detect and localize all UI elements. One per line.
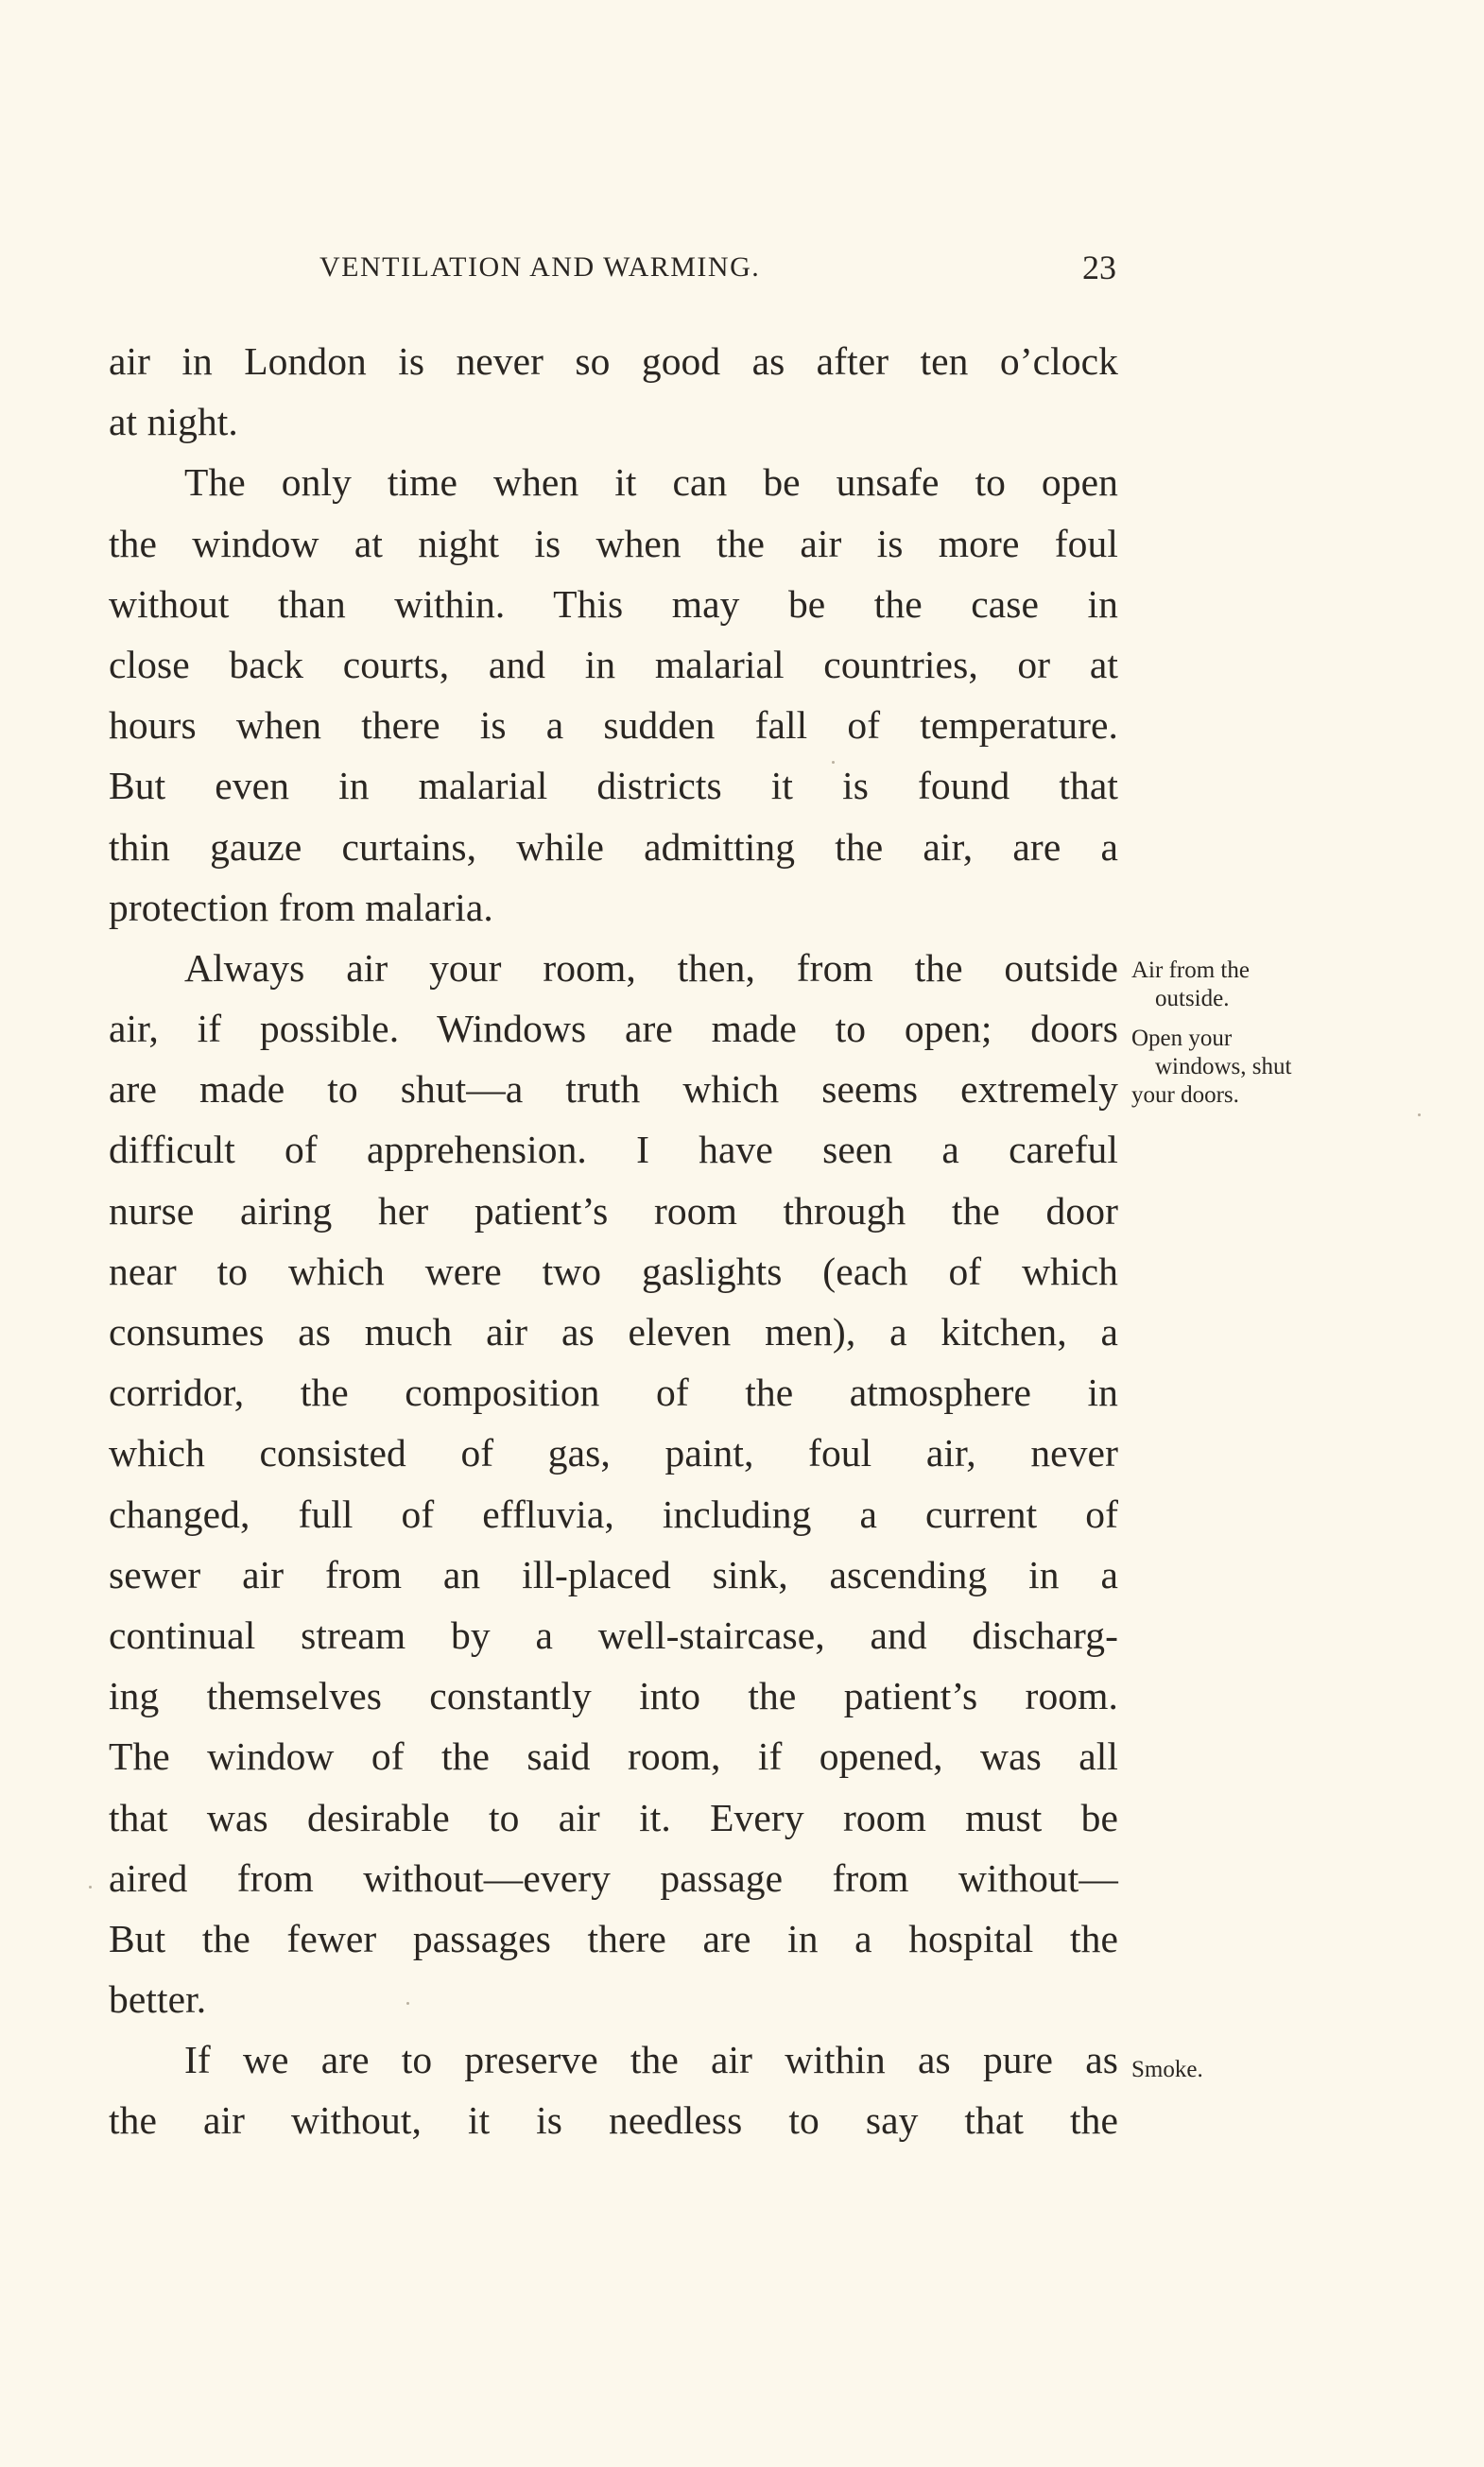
text-line: corridor, the composition of the atmosphere in: [109, 1371, 1118, 1415]
running-head: [319, 244, 1118, 291]
text-line: The only time when it can be unsafe to open: [184, 460, 1118, 505]
text-line: thin gauze curtains, while admitting the air, are a: [109, 824, 1118, 869]
text-line: air in London is never so good as after ten o’clock: [109, 339, 1118, 383]
text-line: better.: [109, 1977, 207, 2022]
text-line: protection from malaria.: [109, 885, 493, 929]
text-line: But the fewer passages there are in a hospital the: [109, 1916, 1118, 1960]
text-line: continual stream by a well-staircase, and discharg-: [109, 1613, 1118, 1657]
text-line: changed, full of effluvia, including a current of: [109, 1492, 1118, 1536]
margin-note-line: outside.: [1155, 986, 1230, 1011]
text-line: which consisted of gas, paint, foul air, never: [109, 1431, 1118, 1475]
text-line: without than within. This may be the case in: [109, 581, 1118, 626]
text-line: Always air your room, then, from the outside: [184, 945, 1118, 990]
text-line: close back courts, and in malarial countries, or at: [109, 642, 1118, 686]
text-line: But even in malarial districts it is found that: [109, 764, 1118, 808]
text-line: near to which were two gaslights (each of which: [109, 1249, 1118, 1293]
text-line: consumes as much air as eleven men), a kitchen, a: [109, 1310, 1118, 1354]
page-number: 23: [1082, 249, 1116, 286]
margin-note-line: windows, shut: [1155, 1054, 1292, 1079]
text-line: that was desirable to air it. Every room must be: [109, 1795, 1118, 1839]
running-title: VENTILATION AND WARMING.: [319, 251, 761, 283]
margin-note-smoke: [1131, 2056, 1203, 2084]
margin-note-open-windows: [1131, 1025, 1291, 1110]
text-line: difficult of apprehension. I have seen a careful: [109, 1128, 1118, 1172]
text-line: The window of the said room, if opened, was all: [109, 1734, 1118, 1779]
text-line: If we are to preserve the air within as pure as: [184, 2038, 1118, 2082]
margin-note-air-from-outside: [1131, 957, 1250, 1013]
paper-speck: [832, 761, 835, 764]
margin-note-line: Open your: [1131, 1026, 1233, 1051]
text-line: ing themselves constantly into the patient’s room.: [109, 1674, 1118, 1718]
paper-speck: [89, 1886, 92, 1889]
text-line: sewer air from an ill-placed sink, ascending in a: [109, 1552, 1118, 1596]
margin-note-line: your doors.: [1131, 1082, 1239, 1108]
text-line: the air without, it is needless to say that the: [109, 2098, 1118, 2143]
text-line: at night.: [109, 400, 238, 444]
text-line: hours when there is a sudden fall of temperature.: [109, 703, 1118, 748]
paper-speck: [406, 2002, 409, 2005]
text-line: aired from without—every passage from without—: [109, 1855, 1118, 1900]
margin-note-line: Smoke.: [1131, 2057, 1203, 2082]
margin-note-line: Air from the: [1131, 957, 1250, 983]
paper-speck: [1418, 1113, 1421, 1116]
text-line: air, if possible. Windows are made to open; doors: [109, 1007, 1118, 1051]
body-text: [109, 331, 1118, 2151]
text-line: are made to shut—a truth which seems extremely: [109, 1067, 1118, 1112]
text-line: the window at night is when the air is more foul: [109, 521, 1118, 565]
text-line: nurse airing her patient’s room through the door: [109, 1188, 1118, 1233]
